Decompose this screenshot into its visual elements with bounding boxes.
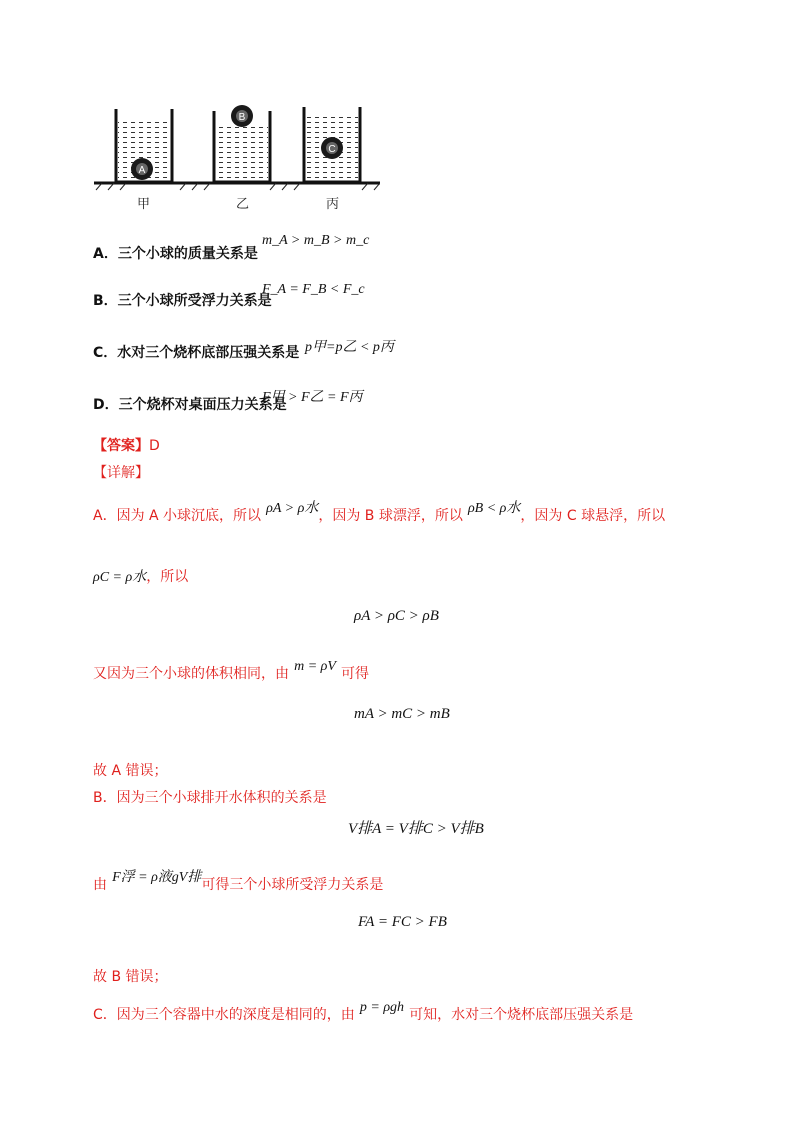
detail-a1-mid2: ，因为 C 球悬浮，所以 xyxy=(520,508,666,524)
beaker-label-bing: 丙 xyxy=(326,197,340,212)
formula-rhoa-gt-water: ρA > ρ水 xyxy=(266,501,319,516)
answer-tag: 【答案】 xyxy=(93,438,149,454)
option-d-label: D．三个烧杯对桌面压力关系是 xyxy=(93,397,287,413)
detail-c-line1 xyxy=(93,1000,634,1024)
formula-pressure: p = ρgh xyxy=(359,1000,405,1015)
answer-value: D xyxy=(149,438,160,454)
detail-b2-prefix: 由 xyxy=(93,877,107,893)
option-b-label: B．三个小球所受浮力关系是 xyxy=(93,293,272,309)
detail-a1-prefix: A．因为 A 小球沉底，所以 xyxy=(93,508,262,524)
option-a-label: A．三个小球的质量关系是 xyxy=(93,246,258,262)
detail-a-line2 xyxy=(93,566,188,586)
detail-b-line2 xyxy=(93,870,384,894)
option-a-math: m_A > m_B > m_c xyxy=(262,233,370,248)
detail-tag: 【详解】 xyxy=(93,465,149,481)
detail-a-conclusion: 故 A 错误； xyxy=(93,763,168,779)
detail-c1-suffix: 可知，水对三个烧杯底部压强关系是 xyxy=(409,1007,634,1023)
detail-b-line1: B．因为三个小球排开水体积的关系是 xyxy=(93,790,327,806)
beaker-jia xyxy=(116,109,172,182)
option-c-label: C．水对三个烧杯底部压强关系是 xyxy=(93,345,300,361)
formula-f-order: FA = FC > FB xyxy=(358,914,447,930)
formula-buoyancy: F浮 = ρ液gV排 xyxy=(112,870,202,885)
detail-a3-suffix: 可得 xyxy=(341,666,370,682)
detail-a-line3 xyxy=(93,659,370,683)
answer-line xyxy=(93,435,160,455)
option-d-math: F甲 > F乙 = F丙 xyxy=(262,390,363,405)
detail-a1-mid1: ，因为 B 球漂浮，所以 xyxy=(318,508,463,524)
beaker-label-jia: 甲 xyxy=(137,197,151,212)
detail-a3-prefix: 又因为三个小球的体积相同，由 xyxy=(93,666,289,682)
formula-m-order: mA > mC > mB xyxy=(354,706,450,722)
beaker-label-yi: 乙 xyxy=(236,197,250,212)
ball-b xyxy=(231,105,253,127)
beaker-yi xyxy=(214,105,270,182)
ball-c xyxy=(321,137,343,159)
formula-rhob-lt-water: ρB < ρ水 xyxy=(467,501,521,516)
option-b-math: F_A = F_B < F_c xyxy=(262,282,365,297)
formula-m-rhov: m = ρV xyxy=(294,659,336,674)
ball-a-label: A xyxy=(138,165,146,176)
ball-c-label: C xyxy=(328,144,336,155)
detail-b2-suffix: 可得三个小球所受浮力关系是 xyxy=(201,877,384,893)
ball-a xyxy=(131,158,153,180)
option-c-math: p甲=p乙 < p丙 xyxy=(305,340,394,355)
formula-rhoc-eq-water: ρC = ρ水 xyxy=(93,570,147,585)
detail-a-line1 xyxy=(93,501,666,525)
detail-c1-prefix: C．因为三个容器中水的深度是相同的，由 xyxy=(93,1007,355,1023)
beaker-bing xyxy=(304,107,360,182)
formula-rho-order: ρA > ρC > ρB xyxy=(354,608,439,624)
ball-b-label: B xyxy=(238,112,246,123)
formula-v-order: V排A = V排C > V排B xyxy=(348,821,484,837)
detail-b-conclusion: 故 B 错误； xyxy=(93,969,168,985)
detail-a2-suffix: ，所以 xyxy=(146,569,189,585)
